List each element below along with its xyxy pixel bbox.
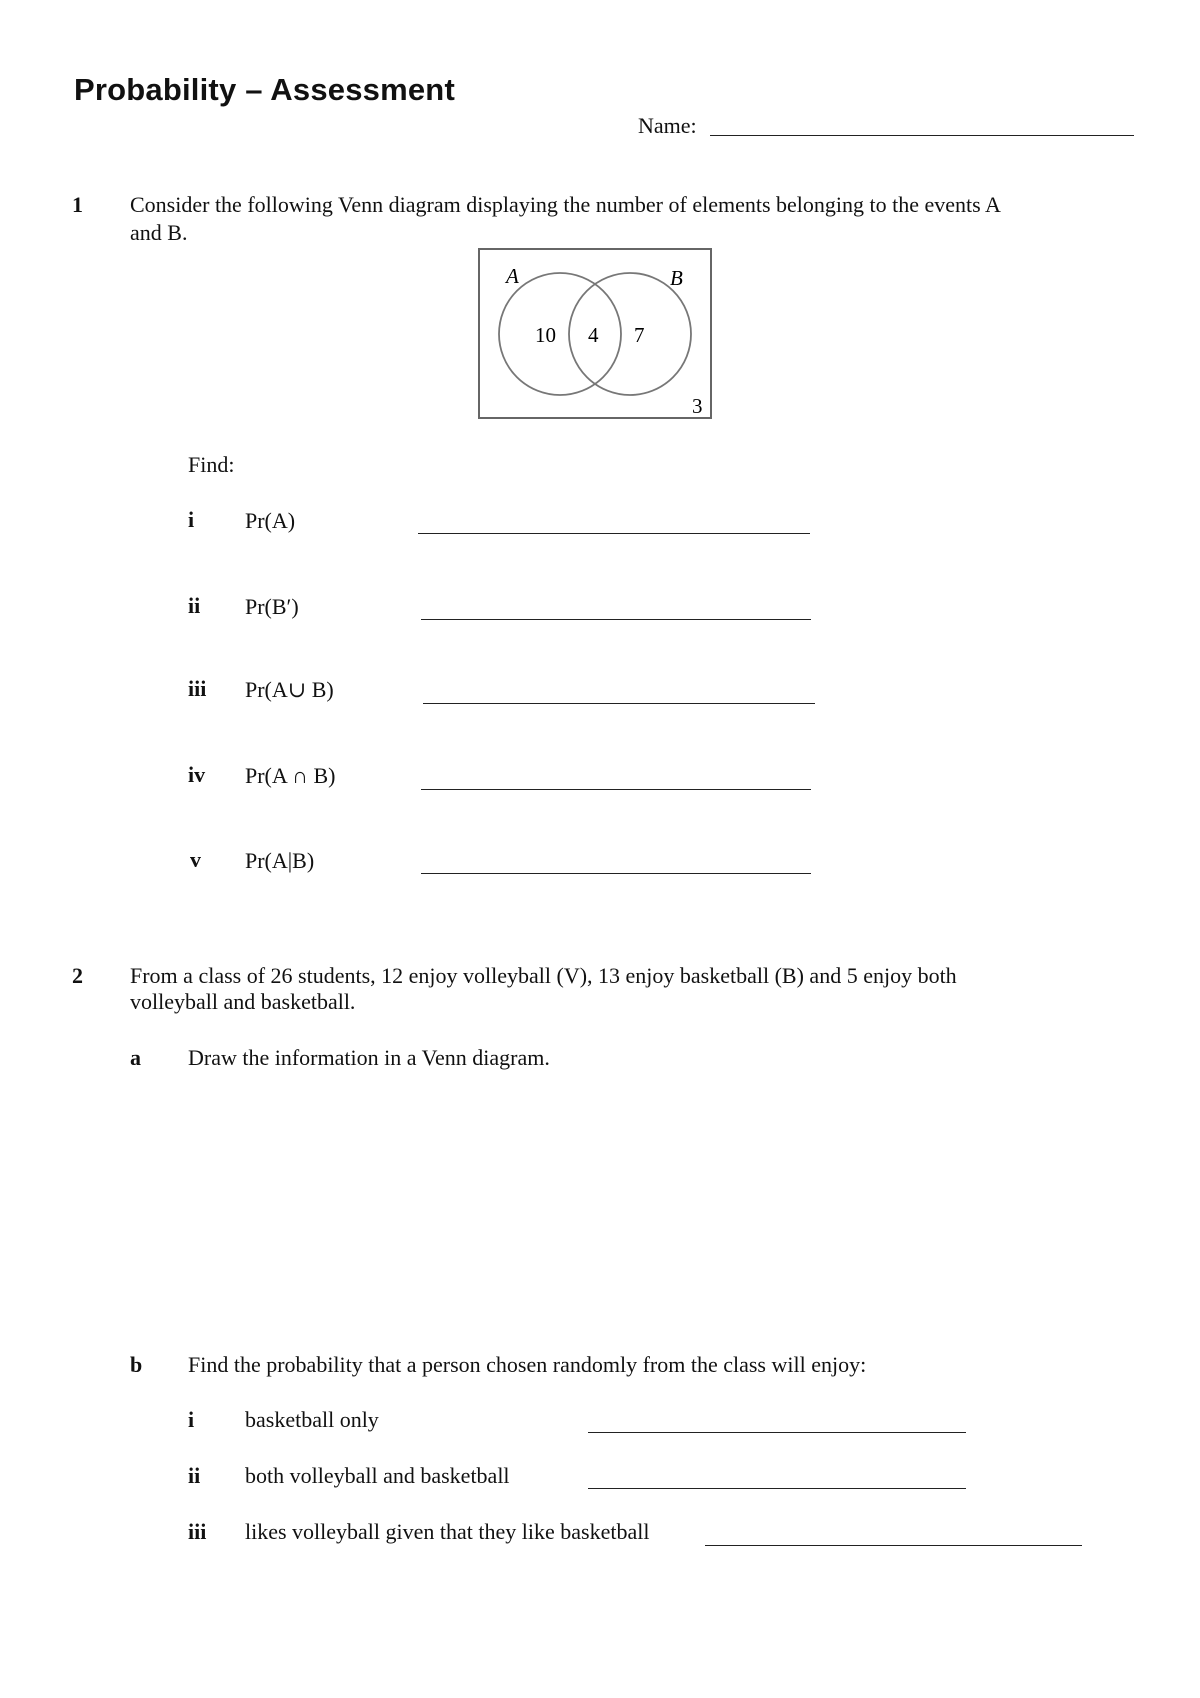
question-1-text-line-1: Consider the following Venn diagram displaying the number of elements belonging to the events A xyxy=(130,192,1001,217)
q2-part-a-label: a xyxy=(130,1045,141,1070)
venn-value-outside: 3 xyxy=(692,394,703,418)
venn-label-b: B xyxy=(670,266,683,290)
question-1-number: 1 xyxy=(72,192,83,217)
q1-part-label: iv xyxy=(188,762,206,787)
q2-sub-part-text: likes volleyball given that they like basketball xyxy=(245,1519,650,1544)
venn-value-both: 4 xyxy=(588,323,599,347)
q1-part-expression: Pr(B′) xyxy=(245,594,299,619)
q1-part-iii-answer-line[interactable] xyxy=(423,703,815,704)
question-2-number: 2 xyxy=(72,963,83,988)
q2-drawing-area[interactable] xyxy=(188,1080,1088,1340)
q1-part-i-answer-line[interactable] xyxy=(418,533,810,534)
q1-part-ii-answer-line[interactable] xyxy=(421,619,811,620)
find-label: Find: xyxy=(188,452,235,477)
question-1-text-line-2: and B. xyxy=(130,220,188,245)
venn-value-a-only: 10 xyxy=(535,323,556,347)
question-2-text-line-2: volleyball and basketball. xyxy=(130,989,356,1014)
q2-sub-part-label: iii xyxy=(188,1519,207,1544)
q1-part-expression: Pr(A|B) xyxy=(245,848,315,873)
q1-part-label: iii xyxy=(188,676,207,701)
question-2-text-line-1: From a class of 26 students, 12 enjoy volleyball (V), 13 enjoy basketball (B) and 5 enjoy both xyxy=(130,963,957,988)
venn-label-a: A xyxy=(506,264,519,288)
q2-sub-part-text: basketball only xyxy=(245,1407,379,1432)
q2-sub-part-text: both volleyball and basketball xyxy=(245,1463,510,1488)
q1-part-expression: Pr(A∪ B) xyxy=(245,677,334,702)
venn-diagram xyxy=(478,248,714,422)
q2-part-b-text: Find the probability that a person chosen randomly from the class will enjoy: xyxy=(188,1352,867,1377)
q2-sub-part-ii-answer-line[interactable] xyxy=(588,1488,966,1489)
venn-circle-a xyxy=(499,273,621,395)
q2-sub-part-label: i xyxy=(188,1407,195,1432)
q1-part-label: i xyxy=(188,507,195,532)
q1-part-iv-answer-line[interactable] xyxy=(421,789,811,790)
q1-part-label: ii xyxy=(188,593,201,618)
name-label: Name: xyxy=(638,113,697,138)
page-title: Probability – Assessment xyxy=(74,72,455,107)
q2-sub-part-iii-answer-line[interactable] xyxy=(705,1545,1082,1546)
q1-part-expression: Pr(A) xyxy=(245,508,296,533)
q2-part-a-text: Draw the information in a Venn diagram. xyxy=(188,1045,550,1070)
q1-part-v-answer-line[interactable] xyxy=(421,873,811,874)
q1-part-label: v xyxy=(190,847,201,872)
q2-part-b-label: b xyxy=(130,1352,143,1377)
name-field[interactable] xyxy=(710,135,1134,136)
q1-part-expression: Pr(A ∩ B) xyxy=(245,763,336,788)
venn-value-b-only: 7 xyxy=(634,323,645,347)
q2-sub-part-i-answer-line[interactable] xyxy=(588,1432,966,1433)
q2-sub-part-label: ii xyxy=(188,1463,201,1488)
